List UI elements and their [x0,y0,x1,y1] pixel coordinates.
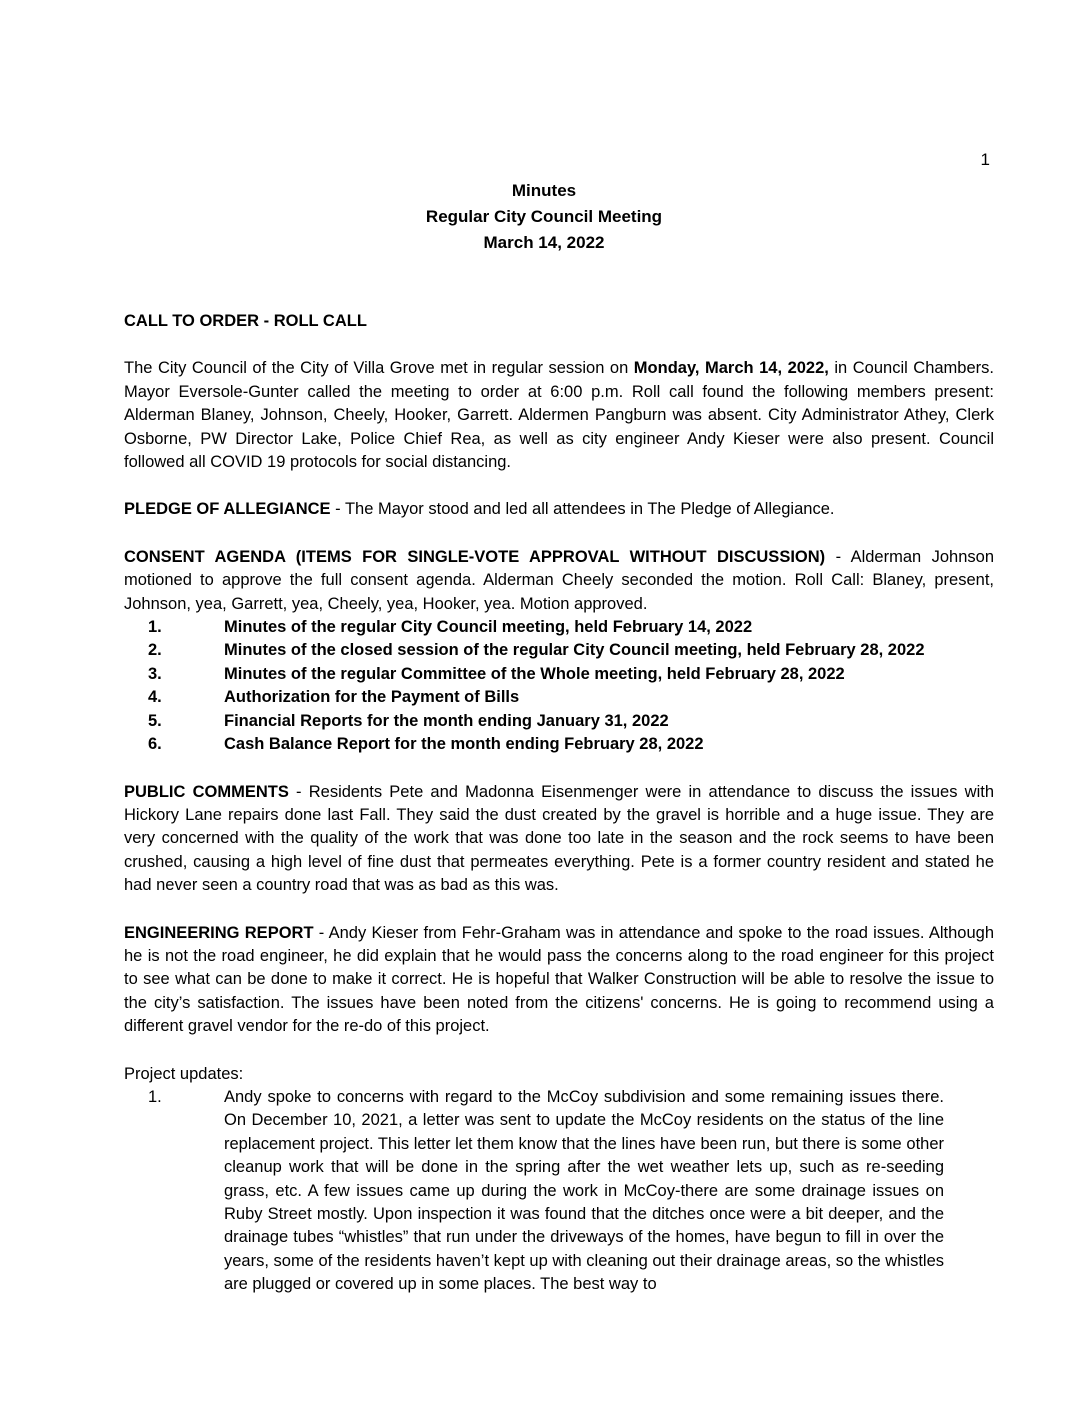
call-to-order-text-b: in Council Chambers. Mayor Eversole-Gunter called the meeting to order at 6:00 p.m. Roll call found the following members present: Alderman Blaney, Johnson, Cheely, Hooker, Garrett. Aldermen Pangburn was absent. City Administrator Athey, Clerk Osborne, PW Director Lake, Police Chief Rea, as well as city engineer Andy Kieser were also present. Council followed all COVID 19 protocols for social distancing. [124,359,994,472]
list-item [124,733,994,756]
call-to-order-text-a: The City Council of the City of Villa Grove met in regular session on [124,359,634,378]
call-to-order-paragraph [124,357,994,474]
list-item [124,663,994,686]
page-number: 1 [980,150,990,169]
public-comments-heading: PUBLIC COMMENTS [124,782,289,801]
list-item [124,1086,994,1297]
list-item-number: 1. [148,1087,162,1106]
engineering-text: - Andy Kieser from Fehr-Graham was in attendance and spoke to the road issues. Although he is not the road engineer, he did explain that he would pass the concerns along to the road engineer for this project to see what can be done to make it correct. He is hopeful that Walker Construction will be able to resolve the issue to the city’s satisfaction. The issues have been noted from the citizens' concerns. He is going to recommend using a different gravel vendor for the re-do of this project. [124,923,995,1036]
list-item [124,616,994,639]
pledge-paragraph [124,498,994,521]
meeting-type: Regular City Council Meeting [425,207,663,226]
list-item-number: 2. [148,641,162,660]
list-item-text: Minutes of the regular City Council meeting, held February 14, 2022 [224,618,753,637]
consent-heading: CONSENT AGENDA (ITEMS FOR SINGLE-VOTE APPROVAL WITHOUT DISCUSSION) [124,547,826,566]
minutes-body [124,310,994,1297]
list-item [124,710,994,733]
list-item [124,686,994,709]
public-comments-paragraph [124,781,994,898]
pledge-text: - The Mayor stood and led all attendees in The Pledge of Allegiance. [330,500,835,519]
project-updates-label: Project updates: [124,1064,244,1083]
document-title: Minutes [511,181,577,200]
list-item-number: 3. [148,664,162,683]
list-item-number: 4. [148,688,162,707]
list-item-text: Cash Balance Report for the month ending February 28, 2022 [224,735,704,754]
consent-text: - Alderman Johnson motioned to approve the full consent agenda. Alderman Cheely seconded the motion. Roll Call: Blaney, present, Johnson, yea, Garrett, yea, Cheely, yea, Hooker, yea. Motion approved. [124,547,994,613]
project-updates-list [124,1086,994,1297]
public-comments-text: - Residents Pete and Madonna Eisenmenger were in attendance to discuss the issues with Hickory Lane repairs done last Fall. They said the dust created by the gravel is horrible and a huge issue. They are very concerned with the quality of the work that was done too late in the season and the rock seems to have been crushed, causing a high level of fine dust that permeates everything. Pete is a former country resident and stated he had never seen a country road that was as bad as this was. [124,782,994,895]
consent-paragraph [124,546,994,616]
consent-items-list [124,616,994,756]
call-to-order-heading: CALL TO ORDER - ROLL CALL [124,312,367,330]
meeting-date-bold: Monday, March 14, 2022, [633,359,829,378]
list-item-number: 6. [148,735,162,754]
list-item-text: Minutes of the closed session of the regular City Council meeting, held February 28, 2022 [224,641,925,660]
list-item-text: Minutes of the regular Committee of the Whole meeting, held February 28, 2022 [224,664,845,683]
list-item-number: 1. [148,618,162,637]
list-item [124,639,994,662]
list-item-text: Financial Reports for the month ending January 31, 2022 [224,711,669,730]
meeting-date: March 14, 2022 [483,233,605,252]
engineering-heading: ENGINEERING REPORT [124,923,314,942]
engineering-paragraph [124,922,994,1039]
list-item-number: 5. [148,711,162,730]
title-block [0,178,1088,256]
list-item-text: Andy spoke to concerns with regard to the McCoy subdivision and some remaining issues there. On December 10, 2021, a letter was sent to update the McCoy residents on the status of the line replacement project. This letter let them know that the lines have been run, but there is some other cleanup work that will be done in the spring after the wet weather lets up, such as re-seeding grass, etc. A few issues came up during the work in McCoy-there are some drainage issues on Ruby Street mostly. Upon inspection it was found that the ditches once were a bit deeper, and the drainage tubes “whistles” that run under the driveways of the homes, have begun to fill in over the years, some of the residents haven’t kept up with cleaning out their drainage areas, so the whistles are plugged or covered up in some places. The best way to [224,1087,944,1294]
list-item-text: Authorization for the Payment of Bills [224,688,520,707]
pledge-heading: PLEDGE OF ALLEGIANCE [124,500,331,519]
